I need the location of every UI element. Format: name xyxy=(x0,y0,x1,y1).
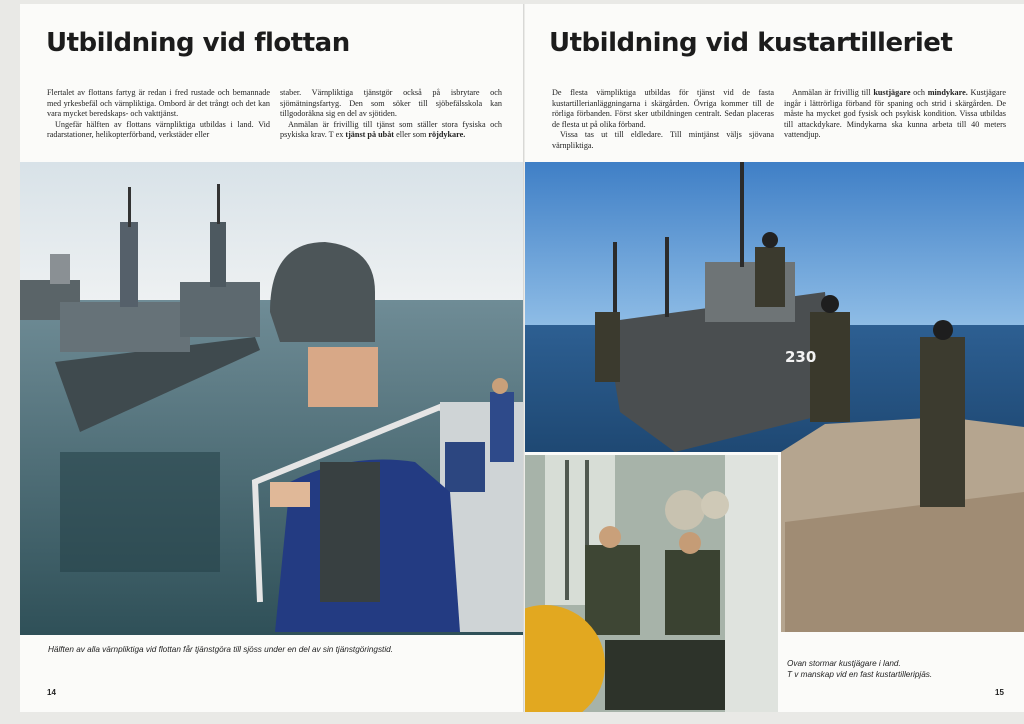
right-page-title: Utbildning vid kustartilleriet xyxy=(549,28,953,58)
left-page xyxy=(20,4,523,712)
artillery-interior-photo xyxy=(525,452,781,712)
left-page-title: Utbildning vid flottan xyxy=(46,28,350,58)
left-column-1 xyxy=(47,88,270,141)
left-page-number: 14 xyxy=(47,688,56,697)
left-col2-paragraph-1: staber. Värnpliktiga tjänstgör också på isbrytare och sjömätningsfartyg. Den som söker till sjöbefälsskola kan tillgodoräkna sig en del av sjötiden. xyxy=(280,88,502,119)
right-col1-paragraph-1: De flesta värnpliktiga utbildas för tjänst vid de fasta kustartillerianläggningarna i skärgården. Övriga kommer till de rörliga förbanden. Först sker utbildningen centralt. Sedan placeras de flesta ut på olika förband. xyxy=(552,88,774,129)
right-col2-text-rest: Kustjägare ingår i lättrörliga förband för spaning och strid i skärgården. De måste ha mycket god fysisk och psykisk kondition. Vissa utbildas till attackdykare. Mindykarna ska kunna arbeta till 40 meters vattendjup. xyxy=(784,88,1006,140)
left-col2-text: Anmälan är frivillig till tjänst som ställer stora fysiska och psykiska krav. T ex xyxy=(280,119,502,140)
left-col2-bold-rojdykare: röjdykare. xyxy=(428,130,466,140)
right-caption-line-1: Ovan stormar kustjägare i land. xyxy=(787,659,901,668)
right-caption-line-2: T v manskap vid en fast kustartilleripjäs. xyxy=(787,670,933,679)
left-photo-caption: Hälften av alla värnpliktiga vid flottan får tjänstgöra till sjöss under en del av sin tjänstgöringstid. xyxy=(48,645,393,654)
navy-harbor-photo xyxy=(20,162,523,635)
left-column-2 xyxy=(280,88,502,141)
left-col2-text-mid: eller som xyxy=(396,130,427,140)
left-col1-paragraph-1: Flertalet av flottans fartyg är redan i fred rustade och bemannade med yrkesbefäl och värnpliktiga. Ombord är det trångt och det kan vara mycket beredskaps- och vakttjänst. xyxy=(47,88,270,119)
right-col2-text: Anmälan är frivillig till xyxy=(792,88,871,97)
left-col1-paragraph-2: Ungefär hälften av flottans värnpliktiga utbildas i land. Vid radarstationer, helikopterförband, verkstäder eller xyxy=(47,119,270,140)
left-col2-bold-ubat: tjänst på ubåt xyxy=(345,130,395,140)
right-page-number: 15 xyxy=(995,688,1004,697)
left-col2-paragraph-2 xyxy=(280,120,502,141)
right-page xyxy=(525,4,1024,712)
boat-number: 230 xyxy=(785,348,817,366)
right-col1-paragraph-2: Vissa tas ut till eldledare. Till mintjänst väljs sjövana värnpliktiga. xyxy=(552,130,774,150)
right-column-2 xyxy=(784,88,1006,141)
right-col2-bold-kustjagare: kustjägare xyxy=(873,88,911,97)
right-col2-paragraph xyxy=(784,88,1006,141)
right-col2-text-and: och xyxy=(913,88,925,97)
right-column-1 xyxy=(552,88,774,152)
right-col2-bold-mindykare: mindykare. xyxy=(927,88,968,97)
right-photo-caption xyxy=(787,658,1007,680)
